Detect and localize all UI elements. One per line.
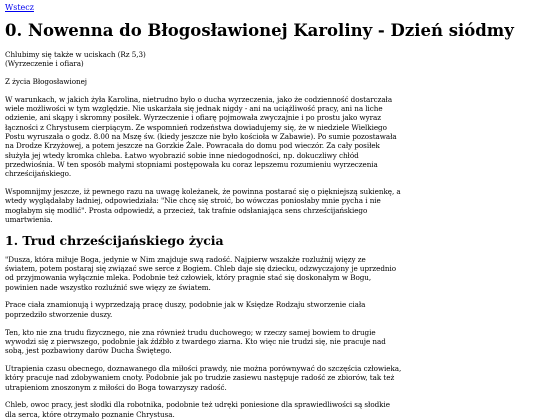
paragraph (5, 400, 535, 419)
text-line: Ten, kto nie zna trudu fizycznego, nie zna również trudu duchowego; w rzeczy samej bowiem to drugie (5, 327, 376, 337)
text-line: chrześcijańskiego. (5, 169, 72, 179)
text-line: umartwienia. (5, 214, 53, 224)
text-line: wtedy wyglądałaby ładniej, odpowiedziała: "Nie chcę się stroić, bo wówczas poniosłaby mnie pycha i nie (5, 196, 381, 206)
text-line: sobą, jest pozbawiony darów Ducha Świętego. (5, 346, 172, 356)
page-title: 0. Nowenna do Błogosławionej Karoliny - Dzień siódmy (5, 21, 514, 40)
intro-source (5, 77, 535, 86)
text-line: Utrapienia czasu obecnego, doznawanego dla miłości prawdy, nie można porównywać do szczęścia człowieka, (5, 363, 402, 373)
intro-source-text: Z życia Błogosławionej (5, 77, 87, 87)
intro-quote-line: (Wyrzeczenie i ofiara) (5, 59, 84, 69)
text-line: Prace ciała znamionują i wyprzedzają pracę duszy, podobnie jak w Księdze Rodzaju stworzenie ciała (5, 300, 366, 310)
section-heading: 1. Trud chrześcijańskiego życia (5, 232, 224, 248)
text-line: poprzedziło stworzenie duszy. (5, 309, 113, 319)
text-line: Chleb, owoc pracy, jest słodki dla robotnika, podobnie też udręki poniesione dla sprawiedliwości są słodkie (5, 400, 390, 410)
back-link[interactable]: Wstecz (5, 3, 34, 12)
text-line: W warunkach, w jakich żyła Karolina, nietrudno było o ducha wyrzeczenia, jako że codzienność dostarczała (5, 94, 393, 104)
paragraph (5, 328, 535, 356)
paragraph (5, 300, 535, 319)
paragraph (5, 364, 535, 392)
text-line: odzienie, ani skąpy i skromny posiłek. Wyrzeczenie i ofiarę pojmowała zwyczajnie i po prostu jako wyraz (5, 113, 381, 123)
intro-quote-line: Chlubimy się także w uciskach (Rz 5,3) (5, 50, 146, 59)
text-line: wywodzi się z pierwszego, podobnie jak źdźbło z twardego ziarna. Kto więc nie trudzi się, nie pracuje nad (5, 336, 386, 346)
text-line: "Dusza, która miłuje Boga, jedynie w Nim znajduje swą radość. Najpierw wszakże rozluźnij więzy ze (5, 254, 366, 264)
text-line: przedwiośnia. W ten sposób małymi stopniami postępowała ku coraz lepszemu rozumieniu wyrzeczenia (5, 159, 378, 169)
paragraph (5, 255, 535, 292)
text-line: który pracuje nad zdobywaniem cnoty. Podobnie jak po trudzie zasiewu następuje radość ze zbiorów, tak też (5, 373, 395, 383)
text-line: służyła jej wtedy kromka chleba. Łatwo wyobrazić sobie inne niedogodności, np. dokuczliwy chłód (5, 150, 359, 160)
text-line: utrapieniom znoszonym z miłości do Boga towarzyszy radość. (5, 382, 227, 392)
text-line: Wspomnijmy jeszcze, iż pewnego razu na uwagę koleżanek, że powinna postarać się o piękniejszą sukienkę, a (5, 187, 401, 197)
intro-quote (5, 50, 535, 69)
paragraph (5, 95, 535, 179)
text-line: Postu wyruszała o godz. 8.00 na Mszę św. (kiedy jeszcze nie było kościoła w Zabawie). Po sumie pozostawała (5, 132, 397, 142)
paragraph (5, 187, 535, 224)
text-line: dla serca, które otrzymało poznanie Chrystusa. (5, 409, 175, 419)
text-line: na Drodze Krzyżowej, a potem jeszcze na Gorzkie Żale. Powracała do domu pod wieczór. Za cały posiłek (5, 141, 380, 151)
text-line: łączności z Chrystusem cierpiącym. Ze wspomnień rodzeństwa dowiadujemy się, że w niedziele Wielkiego (5, 122, 387, 132)
text-line: mogłabym się modlić". Prosta odpowiedź, a przecież, tak trafnie odsłaniająca sens chrześcijańskiego (5, 205, 368, 215)
text-line: wiele możliwości w tym względzie. Nie uskarżała się jednak nigdy - ani na uciążliwość pracy, ani na liche (5, 104, 383, 114)
text-line: od przyjmowania wyłącznie mleka. Podobnie też człowiek, który pragnie stać się doskonałym w Bogu, (5, 273, 372, 283)
text-line: światem, potem postaraj się związać swe serce z Bogiem. Chleb daje się dziecku, odzwyczajony je uprzednio (5, 264, 397, 274)
text-line: powinien nade wszystko rozluźnić swe więzy ze światem. (5, 282, 211, 292)
